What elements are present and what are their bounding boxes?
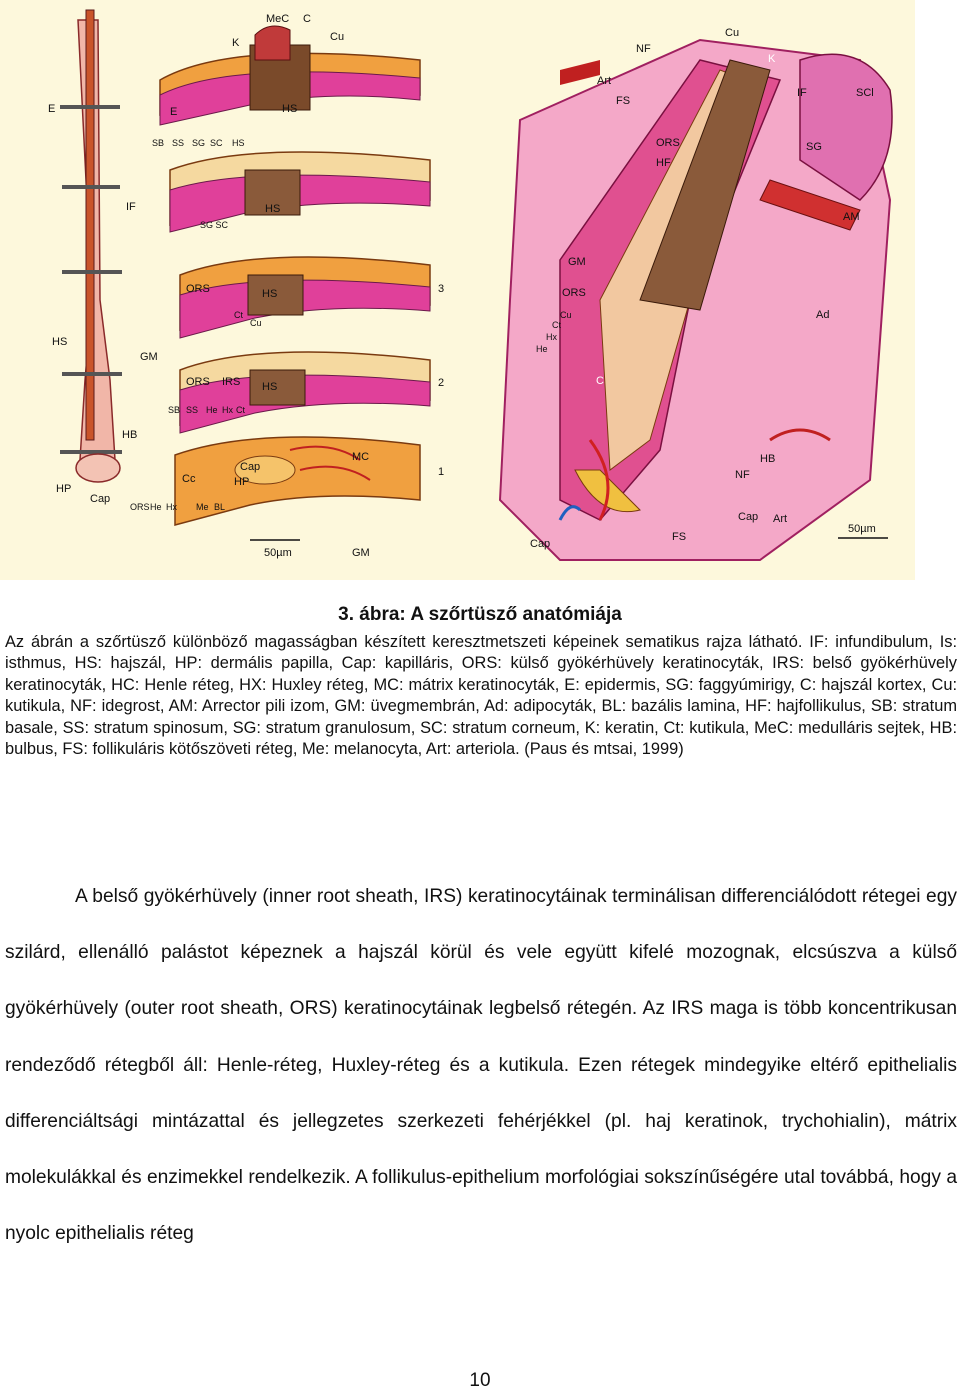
figure-label: HS	[232, 138, 245, 148]
disc-number: 1	[438, 466, 445, 478]
figure-label: FS	[616, 95, 631, 107]
figure-label: NF	[636, 43, 651, 55]
figure-label: SCl	[856, 87, 874, 99]
figure-label: E	[170, 106, 178, 118]
figure-label: HP	[56, 483, 72, 495]
figure-label: SG	[806, 141, 822, 153]
figure-label: FS	[672, 531, 687, 543]
figure-label: HP	[234, 476, 250, 488]
figure-label: AM	[843, 211, 860, 223]
figure-label: Ct	[552, 320, 561, 330]
figure-label: HF	[656, 157, 671, 169]
figure-label: Cu	[725, 27, 740, 39]
figure-label: C	[596, 375, 604, 387]
figure-label: Ad	[816, 309, 830, 321]
figure-label: He	[150, 502, 162, 512]
figure-label: GM	[568, 256, 586, 268]
figure-label: BL	[214, 502, 226, 512]
body-paragraph	[5, 869, 957, 1262]
figure-label: SB	[168, 405, 181, 415]
figure-label: Hx	[166, 502, 177, 512]
figure-label: He	[206, 405, 218, 415]
figure-label: ORS	[186, 283, 210, 295]
figure-caption-title: 3. ábra: A szőrtüsző anatómiája	[338, 604, 622, 625]
body-paragraph-text: A belső gyökérhüvely (inner root sheath, IRS) keratinocytáinak terminálisan differenciálódott rétegei egy szilárd, ellenálló palástot képeznek a hajszál körül és vele együtt kifelé mozognak, elcsúszva a külső gyökérhüvely (outer root sheath, ORS) keratinocytáinak legbelső rétegén. Az IRS maga is több koncentrikusan rendeződő rétegből áll: Henle-réteg, Huxley-réteg és a kutikula. Ezen rétegek mindegyike eltérő epithelialis differenciáltsági mintázattal és jellegzetes szerkezeti fehérjékkel (pl. haj keratinok, trychohialin), mátrix molekulákkal és enzimekkel rendelkezik. A follikulus-epithelium morfológiai sokszínűségére utal továbbá, hogy a nyolc epithelialis réteg	[5, 886, 957, 1245]
figure-label: C	[303, 13, 311, 25]
figure-label: MC	[352, 451, 370, 463]
figure-label: K	[768, 53, 776, 65]
figure-label: SS	[172, 138, 185, 148]
figure-label: He	[536, 344, 548, 354]
figure-label: Cc	[182, 473, 196, 485]
figure-label: SB	[152, 138, 165, 148]
figure-label: IF	[797, 87, 807, 99]
hair-follicle-figure	[0, 0, 915, 580]
figure-label: HS	[262, 381, 278, 393]
figure-label: Me	[196, 502, 209, 512]
disc-number: 2	[438, 377, 445, 389]
figure-label: ORS	[656, 137, 680, 149]
figure-label: SS	[186, 405, 199, 415]
figure-label: NF	[735, 469, 750, 481]
figure-label: IRS	[222, 376, 241, 388]
figure-label: Cu	[330, 31, 345, 43]
figure-label: K	[232, 37, 240, 49]
figure-label: Art	[773, 513, 788, 525]
scale-bar-label: 50µm	[848, 523, 876, 535]
figure-label: HB	[122, 429, 138, 441]
figure-label: Ct	[234, 310, 243, 320]
figure-label: Cap	[90, 493, 111, 505]
figure-illustration	[0, 0, 915, 580]
figure-label: HS	[282, 103, 298, 115]
figure-label: ORS	[130, 502, 150, 512]
figure-label: Ct	[236, 405, 245, 415]
longitudinal-follicle	[500, 40, 892, 560]
figure-label: GM	[140, 351, 158, 363]
figure-caption-body: Az ábrán a szőrtüsző különböző magasságban készített keresztmetszeti képeinek sematikus rajza látható. IF: infundibulum, Is: isthmus, HS: hajszál, HP: dermális papilla, Cap: kapilláris, ORS: külső gyökérhüvely keratinocyták, IRS: belső gyökérhüvely keratinocyták, HC: Henle réteg, HX: Huxley réteg, MC: mátrix keratinocyták, E: epidermis, SG: faggyúmirigy, C: hajszál kortex, Cu: kutikula, NF: idegrost, AM: Arrector pili izom, GM: üvegmembrán, Ad: adipocyták, BL: bazális lamina, HF: hajfollikulus, SB: stratum basale, SS: stratum spinosum, SG: stratum granulosum, SC: stratum corneum, K: keratin, Ct: kutikula, MeC: medulláris sejtek, HB: bulbus, FS: follikuláris kötőszöveti réteg, Me: melanocyta, Art: arteriola. (Paus és mtsai, 1999)	[5, 633, 957, 759]
figure-label: ORS	[186, 376, 210, 388]
figure-label: IF	[126, 201, 136, 213]
figure-label: SC	[210, 138, 223, 148]
figure-label: Cu	[250, 318, 262, 328]
figure-label: E	[48, 103, 56, 115]
figure-label: Cap	[738, 511, 759, 523]
disc-number: 3	[438, 283, 445, 295]
page-number: 10	[469, 1370, 491, 1391]
figure-label: Art	[597, 75, 612, 87]
figure-label: HS	[262, 288, 278, 300]
figure-label: MeC	[266, 13, 290, 25]
figure-label: Cap	[530, 538, 551, 550]
figure-label: Cap	[240, 461, 261, 473]
figure-label: Cu	[560, 310, 572, 320]
figure-label: HB	[760, 453, 776, 465]
figure-label: SG	[192, 138, 206, 148]
figure-label: SG SC	[200, 220, 229, 230]
figure-label: GM	[352, 547, 370, 559]
figure-label: Hx	[222, 405, 233, 415]
figure-label: Hx	[546, 332, 557, 342]
figure-label: ORS	[562, 287, 586, 299]
figure-label: HS	[265, 203, 281, 215]
scale-bar-label: 50µm	[264, 547, 292, 559]
figure-label: HS	[52, 336, 68, 348]
